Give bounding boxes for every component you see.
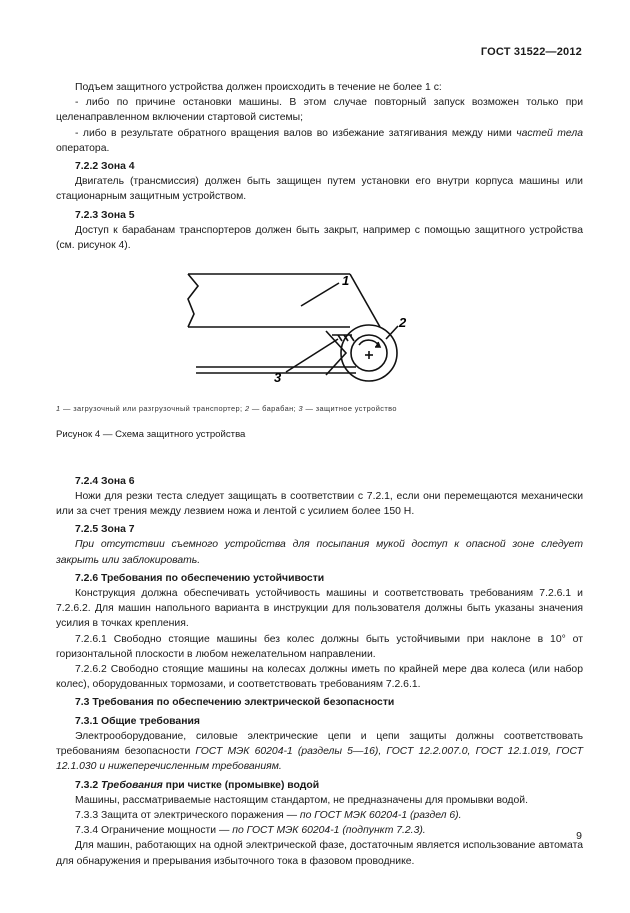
paragraph: 7.3.3 Защита от электрического поражения — по ГОСТ МЭК 60204-1 (раздел 6). (75, 809, 462, 821)
section-heading: 7.2.3 Зона 5 (75, 209, 135, 221)
paragraph: При отсутствии съемного устройства для посыпания мукой доступ к опасной зоне следует закрыть или заблокировать. (56, 539, 583, 566)
figure-4-diagram (56, 269, 583, 395)
paragraph: Машины, рассматриваемые настоящим стандартом, не предназначены для промывки водой. (75, 794, 528, 806)
section-heading: 7.2.2 Зона 4 (75, 161, 135, 173)
paragraph: - либо по причине остановки машины. В этом случае повторный запуск возможен только при целенаправленном включении стартовой системы; (56, 97, 583, 124)
guard-plate (326, 331, 346, 375)
page-number: 9 (576, 830, 582, 842)
conveyor-end-edge (350, 274, 380, 327)
figure-caption: Рисунок 4 — Схема защитного устройства (56, 429, 246, 441)
paragraph: Ножи для резки теста следует защищать в соответствии с 7.2.1, если они перемещаются механически или за счет трения между лезвием ножа и лентой с усилием более 150 Н. (56, 490, 583, 518)
label-3: 3 (274, 370, 282, 386)
document-header: ГОСТ 31522—2012 (480, 46, 582, 58)
rotation-arrow (359, 340, 379, 346)
paragraph: Конструкция должна обеспечивать устойчивость машины и соответствовать требованиям 7.2.6.1 и 7.2.6.2. Для машин напольного варианта в инструкции для пользователя должны быть указаны значения усилия в точках крепления. (56, 588, 583, 630)
document-body (56, 80, 583, 869)
label-1: 1 (342, 273, 350, 289)
paragraph: Подъем защитного устройства должен происходить в течение не более 1 с: (75, 82, 442, 93)
paragraph: 7.2.6.1 Свободно стоящие машины без колес должны быть устойчивыми при наклоне в 10° от горизонтальной плоскости в любом нежелательном направлении. (56, 633, 583, 660)
paragraph: 7.3.4 Ограничение мощности — по ГОСТ МЭК 60204-1 (подпункт 7.2.3). (75, 825, 426, 837)
section-heading: 7.3.2 Требования при чистке (промывке) водой (75, 779, 320, 791)
section-heading: 7.2.6 Требования по обеспечению устойчивости (75, 572, 325, 584)
figure-legend: 1 — загрузочный или разгрузочный транспортер; 2 — барабан; 3 — защитное устройство (56, 404, 397, 414)
section-heading: 7.2.5 Зона 7 (75, 524, 135, 536)
label-2: 2 (399, 315, 407, 331)
section-heading: 7.3 Требования по обеспечению электрической безопасности (75, 697, 395, 709)
section-heading: 7.3.1 Общие требования (75, 715, 200, 727)
paragraph: Доступ к барабанам транспортеров должен быть закрыт, например с помощью защитного устройства (см. рисунок 4). (56, 224, 583, 252)
paragraph: Электрооборудование, силовые электрические цепи и цепи защиты должны соответствовать требованиям безопасности ГОСТ МЭК 60204-1 (разделы 5—16), ГОСТ 12.2.007.0, ГОСТ 12.1.019, ГОСТ 12.1.030 и нижеперечисленным требованиям. (56, 730, 583, 773)
paragraph: Двигатель (трансмиссия) должен быть защищен путем установки его внутри корпуса машины или стационарным защитным устройством. (56, 176, 583, 203)
conveyor-break-line (188, 274, 198, 327)
section-heading: 7.2.4 Зона 6 (75, 475, 135, 487)
conveyor-guard-drawing (56, 269, 583, 395)
paragraph: - либо в результате обратного вращения валов во избежание затягивания между ними частей тела оператора. (56, 127, 583, 154)
paragraph: Для машин, работающих на одной электрической фазе, достаточным является использование автомата для обнаружения и прерывания избыточного тока в фазовом проводнике. (56, 840, 583, 867)
paragraph: 7.2.6.2 Свободно стоящие машины на колесах должны иметь по крайней мере два колеса (или набор колес), оборудованных тормозами, и соответствовать требованиям 7.2.6.1. (56, 664, 583, 691)
leader-1 (301, 283, 339, 306)
